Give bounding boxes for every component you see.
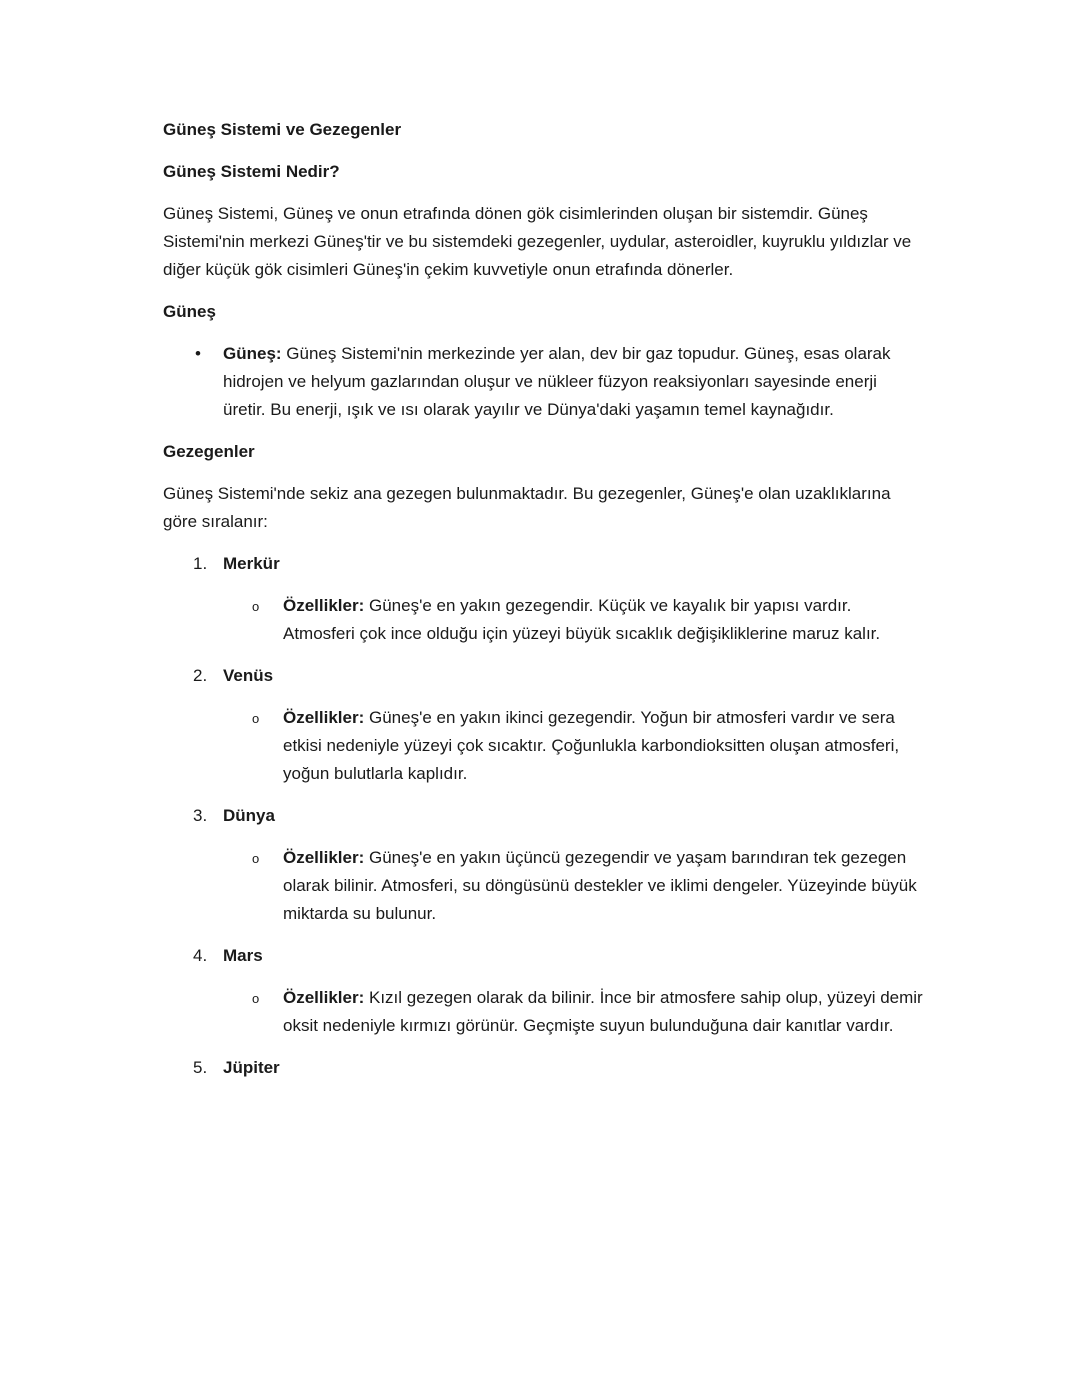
- planet-feature-item: [163, 592, 923, 648]
- bullet-marker: •: [195, 344, 201, 363]
- feature-text: Güneş'e en yakın ikinci gezegendir. Yoğun bir atmosferi vardır ve sera etkisi nedeniyle yüzeyi çok sıcaktır. Çoğunlukla karbondioksitten oluşan atmosferi, yoğun bulutlarla kaplıdır.: [283, 708, 900, 783]
- planet-name: Merkür: [223, 554, 280, 573]
- feature-label: Özellikler:: [283, 848, 365, 867]
- sub-bullet-marker: o: [252, 599, 260, 614]
- sub-bullet-marker: o: [252, 711, 260, 726]
- sub-bullet-marker: o: [252, 991, 260, 1006]
- feature-label: Özellikler:: [283, 596, 365, 615]
- list-number: 1.: [193, 554, 208, 573]
- sun-bullet-item: [163, 340, 923, 424]
- section-heading-sun: Güneş: [163, 302, 216, 321]
- planet-name: Jüpiter: [223, 1058, 280, 1077]
- feature-label: Özellikler:: [283, 988, 365, 1007]
- feature-text: Kızıl gezegen olarak da bilinir. İnce bir atmosfere sahip olup, yüzeyi demir oksit nedeniyle kırmızı görünür. Geçmişte suyun bulunduğuna dair kanıtlar vardır.: [283, 988, 923, 1035]
- list-number: 2.: [193, 666, 208, 685]
- list-number: 4.: [193, 946, 208, 965]
- section-heading-what-is: Güneş Sistemi Nedir?: [163, 162, 340, 181]
- section-heading-planets: Gezegenler: [163, 442, 255, 461]
- planet-list-item: [163, 1054, 923, 1082]
- planet-name: Mars: [223, 946, 263, 965]
- planet-list-item: [163, 802, 923, 830]
- section-paragraph-what-is: Güneş Sistemi, Güneş ve onun etrafında dönen gök cisimlerinden oluşan bir sistemdir. Güneş Sistemi'nin merkezi Güneş'tir ve bu sistemdeki gezegenler, uydular, asteroidler, kuyruklu yıldızlar ve diğer küçük gök cisimleri Güneş'in çekim kuvvetiyle onun etrafında dönerler.: [163, 204, 912, 279]
- sun-bullet-label: Güneş:: [223, 344, 282, 363]
- planet-list-item: [163, 942, 923, 970]
- planet-list-item: [163, 550, 923, 578]
- list-number: 5.: [193, 1058, 208, 1077]
- document-title: Güneş Sistemi ve Gezegenler: [163, 120, 402, 139]
- sun-bullet-text: Güneş Sistemi'nin merkezinde yer alan, dev bir gaz topudur. Güneş, esas olarak hidrojen ve helyum gazlarından oluşur ve nükleer füzyon reaksiyonları sayesinde enerji üretir. Bu enerji, ışık ve ısı olarak yayılır ve Dünya'daki yaşamın temel kaynağıdır.: [223, 344, 891, 419]
- planets-intro-paragraph: Güneş Sistemi'nde sekiz ana gezegen bulunmaktadır. Bu gezegenler, Güneş'e olan uzaklıklarına göre sıralanır:: [163, 484, 891, 531]
- sub-bullet-marker: o: [252, 851, 260, 866]
- feature-text: Güneş'e en yakın gezegendir. Küçük ve kayalık bir yapısı vardır. Atmosferi çok ince olduğu için yüzeyi büyük sıcaklık değişikliklerine maruz kalır.: [283, 596, 881, 643]
- planet-feature-item: [163, 844, 923, 928]
- list-number: 3.: [193, 806, 208, 825]
- document-page: [163, 116, 923, 1096]
- planet-name: Dünya: [223, 806, 275, 825]
- planet-feature-item: [163, 704, 923, 788]
- planet-list-item: [163, 662, 923, 690]
- feature-text: Güneş'e en yakın üçüncü gezegendir ve yaşam barındıran tek gezegen olarak bilinir. Atmosferi, su döngüsünü destekler ve iklimi dengeler. Yüzeyinde büyük miktarda su bulunur.: [283, 848, 917, 923]
- feature-label: Özellikler:: [283, 708, 365, 727]
- planet-feature-item: [163, 984, 923, 1040]
- planet-name: Venüs: [223, 666, 274, 685]
